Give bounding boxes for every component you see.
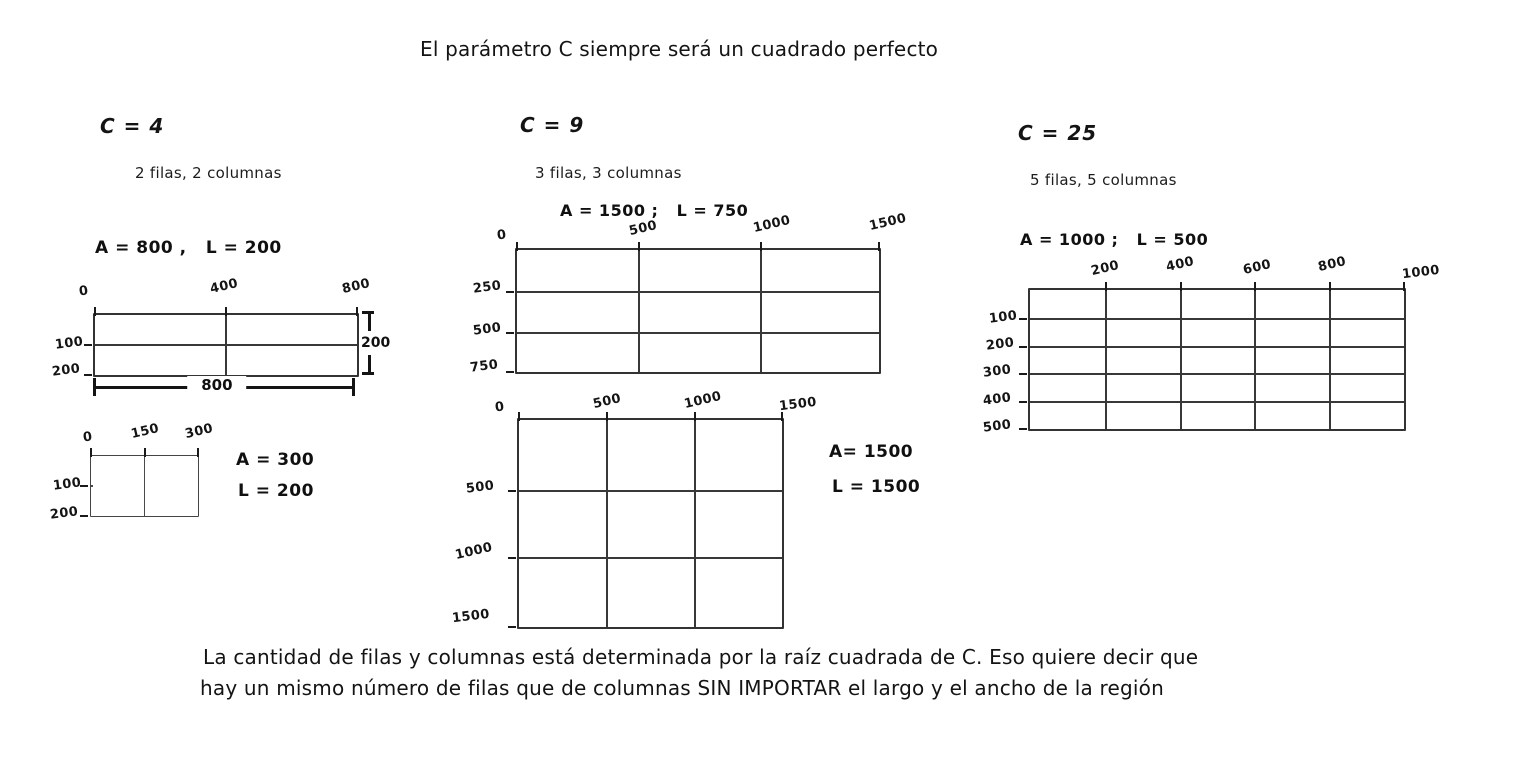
axis-tick	[694, 412, 696, 421]
axis-tick	[638, 242, 640, 251]
axis-tick	[225, 307, 227, 316]
axis-label: 1500	[778, 394, 818, 415]
axis-label: 500	[982, 417, 1013, 436]
axis-tick	[1403, 282, 1405, 291]
axis-label: 200	[985, 335, 1016, 354]
section-c4-formula: A = 800 , L = 200	[95, 238, 282, 258]
axis-tick	[84, 374, 92, 376]
axis-label: 0	[78, 283, 90, 300]
axis-label: 400	[208, 276, 240, 297]
axis-tick	[508, 490, 516, 492]
axis-tick	[90, 448, 92, 457]
grid-line-horizontal	[519, 557, 782, 559]
section-c25-formula: A = 1000 ; L = 500	[1020, 230, 1209, 249]
grid-c4-main	[93, 313, 359, 377]
axis-label: 500	[627, 218, 659, 239]
axis-tick	[197, 448, 199, 457]
axis-label: 500	[465, 478, 496, 497]
axis-label: 800	[340, 276, 372, 297]
axis-tick	[1105, 282, 1107, 291]
axis-label: 500	[591, 391, 623, 412]
axis-label: 300	[982, 362, 1013, 381]
axis-label: 500	[472, 320, 503, 339]
axis-label: 100	[52, 475, 83, 494]
axis-tick	[506, 291, 514, 293]
grid-line-horizontal	[517, 291, 879, 293]
axis-label: 100	[988, 308, 1019, 327]
axis-tick	[1329, 282, 1331, 291]
width-dimension-label: 800	[187, 376, 246, 394]
axis-tick	[516, 242, 518, 251]
axis-tick	[1019, 373, 1027, 375]
axis-label: 0	[494, 399, 506, 416]
axis-tick	[1019, 401, 1027, 403]
axis-label: 200	[1089, 258, 1121, 279]
grid-c9-square-area-label: A= 1500	[829, 442, 914, 462]
grid-c9-rect	[515, 248, 881, 374]
grid-c25	[1028, 288, 1406, 431]
footer-line-2: hay un mismo número de filas que de columnas SIN IMPORTAR el largo y el ancho de la región	[200, 676, 1164, 700]
grid-line-vertical	[1329, 290, 1331, 429]
axis-tick	[84, 344, 92, 346]
grid-c9-square	[517, 418, 784, 629]
grid-line-horizontal	[95, 344, 357, 346]
grid-line-vertical	[1254, 290, 1256, 429]
grid-line-vertical	[144, 456, 146, 516]
section-c9-heading: C = 9	[520, 113, 585, 137]
height-dimension-bracket	[360, 311, 391, 375]
axis-tick	[1019, 428, 1027, 430]
grid-line-horizontal	[1030, 373, 1404, 375]
grid-c4-small-length-label: L = 200	[238, 481, 314, 501]
axis-tick	[1019, 318, 1027, 320]
grid-line-horizontal	[1030, 401, 1404, 403]
axis-label: 150	[129, 421, 161, 442]
height-dimension-label: 200	[361, 331, 390, 355]
section-c25-heading: C = 25	[1018, 121, 1098, 145]
grid-line-horizontal	[1030, 346, 1404, 348]
axis-label: 750	[469, 357, 500, 376]
bracket-cap	[352, 378, 355, 396]
grid-line-vertical	[1105, 290, 1107, 429]
grid-line-vertical	[638, 250, 640, 372]
grid-line-vertical	[694, 420, 696, 627]
axis-tick	[878, 242, 880, 251]
axis-label: 800	[1316, 254, 1348, 275]
axis-label: 400	[982, 390, 1013, 409]
section-c4-subtitle: 2 filas, 2 columnas	[135, 164, 282, 182]
axis-label: 0	[496, 227, 508, 244]
axis-label: 250	[472, 278, 503, 297]
bracket-cap	[362, 372, 374, 375]
grid-c9-square-length-label: L = 1500	[832, 477, 921, 497]
axis-label: 200	[49, 504, 80, 523]
axis-tick	[356, 307, 358, 316]
axis-tick	[94, 307, 96, 316]
grid-line-horizontal	[519, 490, 782, 492]
axis-label: 400	[1164, 254, 1196, 275]
axis-tick	[606, 412, 608, 421]
section-c25-subtitle: 5 filas, 5 columnas	[1030, 171, 1177, 189]
grid-c4-small	[90, 455, 199, 517]
grid-line-vertical	[1180, 290, 1182, 429]
axis-label: 1500	[451, 606, 491, 627]
grid-line-horizontal	[517, 332, 879, 334]
section-c9-formula: A = 1500 ; L = 750	[560, 201, 749, 220]
axis-label: 600	[1241, 257, 1273, 278]
axis-label: 1000	[682, 388, 723, 413]
axis-tick	[506, 371, 514, 373]
axis-label: 1000	[453, 539, 494, 564]
axis-tick	[760, 242, 762, 251]
footer-line-1: La cantidad de filas y columnas está determinada por la raíz cuadrada de C. Eso quiere decir que	[203, 645, 1199, 669]
grid-line-vertical	[760, 250, 762, 372]
grid-line-horizontal	[1030, 318, 1404, 320]
axis-tick	[508, 557, 516, 559]
axis-tick	[1180, 282, 1182, 291]
width-dimension-bracket	[93, 378, 355, 396]
axis-tick	[144, 448, 146, 457]
grid-line-vertical	[606, 420, 608, 627]
axis-tick	[508, 626, 516, 628]
axis-label: 100	[54, 334, 85, 353]
section-c9-subtitle: 3 filas, 3 columnas	[535, 164, 682, 182]
axis-tick	[80, 515, 88, 517]
axis-label: 200	[51, 361, 82, 380]
section-c4-heading: C = 4	[100, 114, 165, 138]
grid-c4-small-area-label: A = 300	[236, 450, 315, 470]
axis-label: 0	[82, 429, 94, 446]
axis-tick	[1254, 282, 1256, 291]
axis-label: 300	[183, 421, 215, 442]
axis-tick	[518, 412, 520, 421]
axis-label: 1000	[751, 212, 792, 237]
axis-tick	[1019, 346, 1027, 348]
page-title: El parámetro C siempre será un cuadrado perfecto	[420, 37, 939, 61]
axis-tick	[506, 332, 514, 334]
grid-line-horizontal	[91, 485, 93, 487]
axis-label: 1000	[1401, 262, 1441, 283]
axis-label: 1500	[867, 210, 908, 235]
